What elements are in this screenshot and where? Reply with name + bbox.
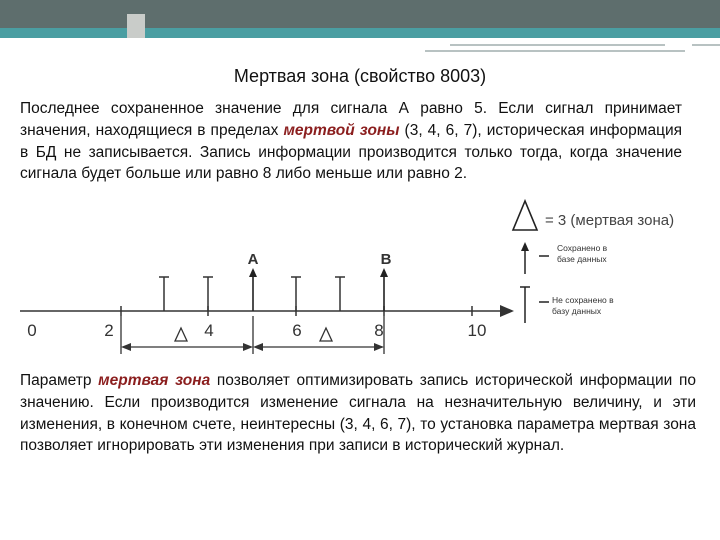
arrow-head-icon xyxy=(249,268,257,277)
dimension-arrow-icon xyxy=(374,343,384,351)
legend-not-saved-line2: базу данных xyxy=(552,306,602,316)
paragraph-text: (3, 4, 6, 7), историческая информация в БД не записывается. Запись информации производится только тогда, когда значение сигнала будет больше или равно 8 либо меньше или равно 2. xyxy=(20,121,682,183)
legend-not-saved-label xyxy=(552,295,614,317)
deadband-term: мертвая зона xyxy=(98,372,211,389)
slide-header-stripe xyxy=(0,28,720,38)
axis-arrow-icon xyxy=(500,305,514,317)
delta-icon xyxy=(513,201,537,230)
legend-not-saved-line1: Не сохранено в xyxy=(552,295,614,305)
tick-label: 6 xyxy=(292,321,302,340)
paragraph-text: Параметр xyxy=(20,372,99,389)
paragraph-text: Последнее сохраненное значение для сигнала А равно 5. Если сигнал принимает значения, находящиеся в пределах xyxy=(20,100,682,139)
deadband-term: мертвой зоны xyxy=(283,121,400,139)
legend-saved-label xyxy=(557,243,607,265)
saved-arrow-head-icon xyxy=(521,242,529,251)
header-line xyxy=(692,44,720,46)
paragraph-text: позволяет оптимизировать запись исторической информации по значению. Если производится изменение сигнала на незначительную величину, и эти изменения, в конечном счете, неинтересны (3, 4, 6, 7), то установка параметра мертвая зона позволяет игнорировать эти изменения при записи в исторический журнал. xyxy=(20,372,696,455)
explanation-paragraph xyxy=(20,370,696,457)
point-b-label: B xyxy=(380,251,392,268)
slide-header-bar xyxy=(0,0,720,28)
legend-saved-line1: Сохранено в xyxy=(557,243,608,253)
delta-icon xyxy=(175,328,187,341)
tick-label: 10 xyxy=(467,321,487,340)
dimension-arrow-icon xyxy=(253,343,263,351)
legend-saved-line2: базе данных xyxy=(557,254,607,264)
dimension-arrow-icon xyxy=(121,343,131,351)
tick-label: 4 xyxy=(204,321,214,340)
tick-label: 0 xyxy=(27,321,37,340)
slide-header-square xyxy=(127,14,145,38)
deadband-diagram xyxy=(0,240,520,365)
delta-icon xyxy=(320,328,332,341)
header-line xyxy=(425,50,685,52)
point-a-label: А xyxy=(247,251,259,268)
tick-label: 8 xyxy=(374,321,384,340)
arrow-head-icon xyxy=(380,268,388,277)
legend-delta-label: = 3 (мертвая зона) xyxy=(545,212,675,229)
header-line xyxy=(450,44,665,46)
slide-title: Мертвая зона (свойство 8003) xyxy=(233,66,487,86)
dimension-arrow-icon xyxy=(243,343,253,351)
description-paragraph xyxy=(20,98,682,185)
tick-label: 2 xyxy=(104,321,114,340)
